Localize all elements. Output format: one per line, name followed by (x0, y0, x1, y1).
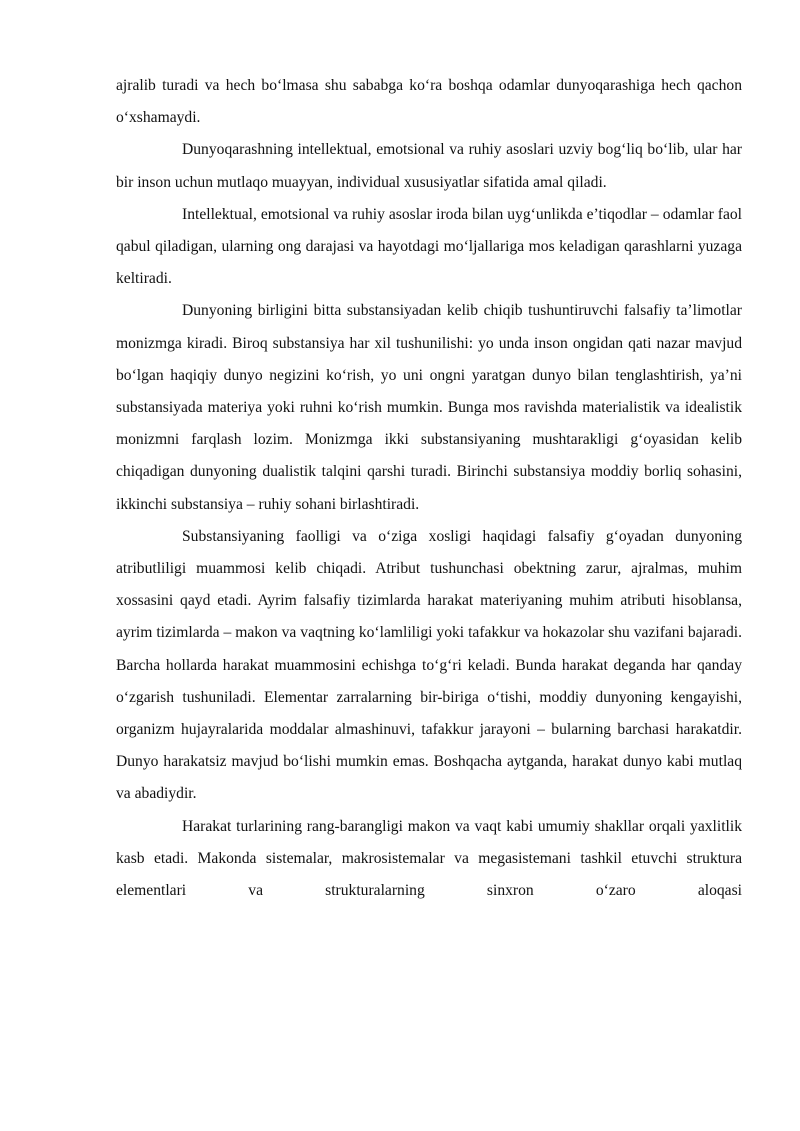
paragraph-6: Harakat turlarining rang-barangligi makon va vaqt kabi umumiy shakllar orqali yaxlitlik kasb etadi. Makonda sistemalar, makrosistemalar va megasistemani tashkil etuvchi struktura elementlari va strukturalarning sinxron o‘zaro aloqasi (116, 817, 742, 900)
paragraph-3: Intellektual, emotsional va ruhiy asoslar iroda bilan uyg‘unlikda e’tiqodlar – odamlar faol qabul qiladigan, ularning ong darajasi va hayotdagi mo‘ljallariga mos keladigan qarashlarni yuzaga keltiradi. (116, 205, 742, 288)
paragraph-5: Substansiyaning faolligi va o‘ziga xosligi haqidagi falsafiy g‘oyadan dunyoning atributliligi muammosi kelib chiqadi. Atribut tushunchasi obektning zarur, ajralmas, muhim xossasini qayd etadi. Ayrim falsafiy tizimlarda harakat materiyaning muhim atributi hisoblansa, ayrim tizimlarda – makon va vaqtning ko‘lamliligi yoki tafakkur va hokazolar shu vazifani bajaradi. Barcha hollarda harakat muammosini echishga to‘g‘ri keladi. Bunda harakat deganda har qanday o‘zgarish tushuniladi. Elementar zarralarning bir-biriga o‘tishi, moddiy dunyoning kengayishi, organizm hujayralarida moddalar almashinuvi, tafakkur jarayoni – bularning barchasi harakatdir. Dunyo harakatsiz mavjud bo‘lishi mumkin emas. Boshqacha aytganda, harakat dunyo kabi mutlaq va abadiydir. (116, 527, 742, 803)
paragraph-1: ajralib turadi va hech bo‘lmasa shu sababga ko‘ra boshqa odamlar dunyoqarashiga hech qachon o‘xshamaydi. (116, 77, 742, 127)
paragraph-4: Dunyoning birligini bitta substansiyadan kelib chiqib tushuntiruvchi falsafiy ta’limotlar monizmga kiradi. Biroq substansiya har xil tushunilishi: yo unda inson ongidan qati nazar mavjud bo‘lgan haqiqiy dunyo negizini ko‘rish, yo uni ongni yaratgan dunyo bilan tenglashtirish, ya’ni substansiyada materiya yoki ruhni ko‘rish mumkin. Bunga mos ravishda materialistik va idealistik monizmni farqlash lozim. Monizmga ikki substansiyaning mushtarakligi g‘oyasidan kelib chiqadigan dunyoning dualistik talqini qarshi turadi. Birinchi substansiya moddiy borliq sohasini, ikkinchi substansiya – ruhiy sohani birlashtiradi. (116, 302, 742, 513)
paragraph-2: Dunyoqarashning intellektual, emotsional va ruhiy asoslari uzviy bog‘liq bo‘lib, ular har bir inson uchun mutlaqo muayyan, individual xususiyatlar sifatida amal qiladi. (116, 141, 742, 191)
document-page (116, 70, 742, 907)
